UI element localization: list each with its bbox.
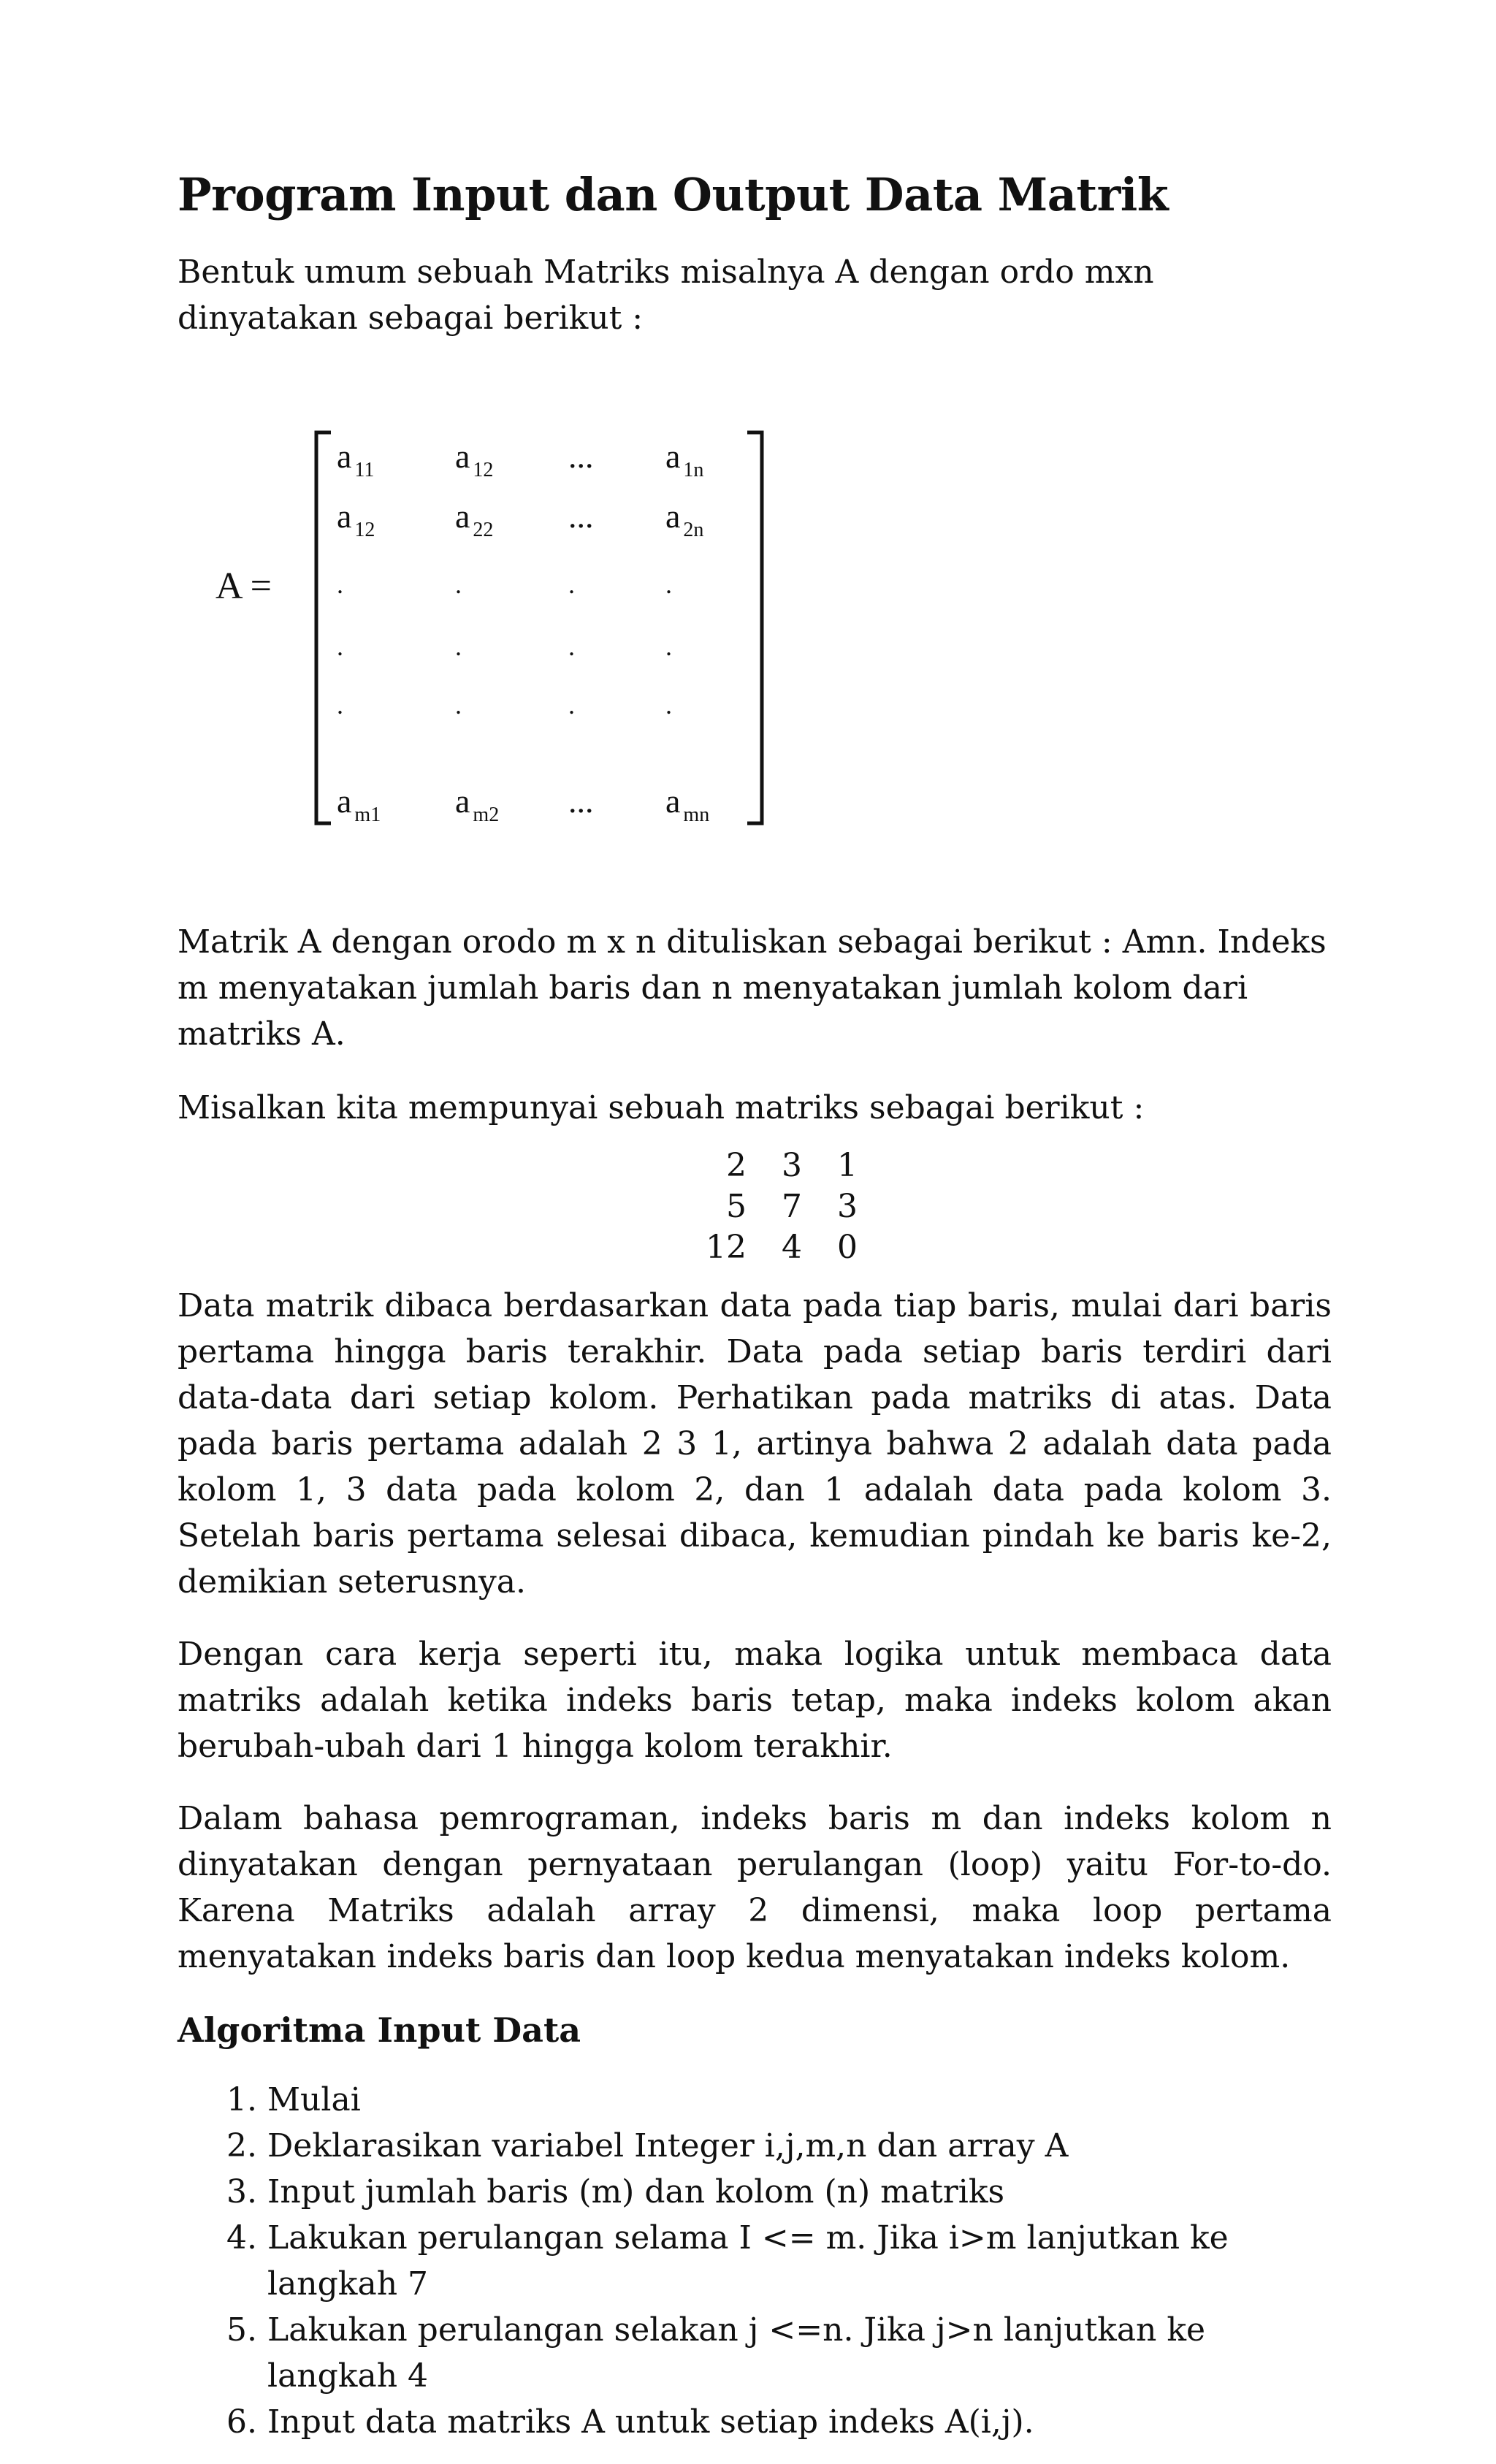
example-matrix-cell: 4 [782,1229,802,1266]
example-matrix-cell: 3 [837,1188,858,1225]
example-matrix-cell: 3 [782,1147,802,1184]
matrix-entry: a $_{m1}$ [337,782,381,826]
algorithm-step: 3. Input jumlah baris (m) dan kolom (n) matriks [267,2169,1332,2215]
matrix-entry: a $_{12}$ [455,438,494,481]
matrix-entry: . [455,632,462,661]
matrix-entry: a $_{22}$ [455,497,494,541]
algorithm-step: 6. Input data matriks A untuk setiap indeks A(i,j). [267,2399,1332,2445]
matrix-entry: a $_{1n}$ [665,438,704,481]
matrix-entry: . [665,690,672,720]
algorithm-step: 4. Lakukan perulangan selama I <= m. Jika i>m lanjutkan ke langkah 7 [267,2215,1332,2307]
example-matrix-row [229,1227,1332,1268]
matrix-entry: ... [568,782,594,820]
algorithm-steps-list [178,2077,1332,2445]
matrix-entry: . [455,690,462,720]
paragraph-read-order: Data matrik dibaca berdasarkan data pada tiap baris, mulai dari baris pertama hingga baris terakhir. Data pada setiap baris terdiri dari data-data dari setiap kolom. Perhatikan pada matriks di atas. Data pada baris pertama adalah 2 3 1, artinya bahwa 2 adalah data pada kolom 1, 3 data pada kolom 2, dan 1 adalah data pada kolom 3. Setelah baris pertama selesai dibaca, kemudian pindah ke baris ke-2, demikian seterusnya. [178,1287,1332,1601]
algorithm-step: 2. Deklarasikan variabel Integer i,j,m,n dan array A [267,2123,1332,2169]
matrix-entry: a $_{m2}$ [455,782,500,826]
matrix-right-bracket [747,432,762,823]
example-matrix-cell: 12 [706,1229,747,1266]
matrix-entry: . [568,570,575,599]
intro-paragraph: Bentuk umum sebuah Matriks misalnya A dengan ordo mxn dinyatakan sebagai berikut : [178,253,1154,337]
algorithm-step: 1. Mulai [267,2077,1332,2123]
paragraph-example: Misalkan kita mempunyai sebuah matriks sebagai berikut : [178,1089,1145,1126]
matrix-entry: a $_{2n}$ [665,497,704,541]
paragraph-amn: Matrik A dengan orodo m x n dituliskan sebagai berikut : Amn. Indeks m menyatakan jumlah baris dan n menyatakan jumlah kolom dari matriks A. [178,923,1327,1053]
matrix-entry: . [568,632,575,661]
example-matrix-row [229,1186,1332,1227]
matrix-entry: a $_{12}$ [337,497,375,541]
general-matrix-diagram [178,381,820,893]
matrix-entry: . [337,632,343,661]
algorithm-heading: Algoritma Input Data [178,2010,581,2050]
example-matrix-cell: 1 [837,1147,858,1184]
example-matrix-cell: 7 [782,1188,802,1225]
page-title: Program Input dan Output Data Matrik [178,168,1169,221]
example-matrix-cell: 2 [726,1147,747,1184]
matrix-entry: ... [568,497,594,535]
matrix-entry: ... [568,438,594,475]
matrix-entry: a $_{mn}$ [665,782,710,826]
example-matrix-cell: 0 [837,1229,858,1266]
matrix-entry: . [568,690,575,720]
example-matrix-row [229,1145,1332,1186]
matrix-lhs-label: A = [215,565,272,607]
algorithm-step: 5. Lakukan perulangan selakan j <=n. Jika j>n lanjutkan ke langkah 4 [267,2307,1332,2399]
example-matrix [229,1145,1332,1268]
document-content [178,168,1332,2445]
matrix-left-bracket [316,432,331,823]
matrix-entry: . [455,570,462,599]
matrix-figure [178,381,1332,893]
matrix-entry: . [665,632,672,661]
matrix-entry: . [337,570,343,599]
paragraph-loop: Dalam bahasa pemrograman, indeks baris m dan indeks kolom n dinyatakan dengan pernyataan perulangan (loop) yaitu For-to-do. Karena Matriks adalah array 2 dimensi, maka loop pertama menyatakan indeks baris dan loop kedua menyatakan indeks kolom. [178,1800,1332,1975]
matrix-entry: . [337,690,343,720]
paragraph-logic: Dengan cara kerja seperti itu, maka logika untuk membaca data matriks adalah ketika indeks baris tetap, maka indeks kolom akan berubah-ubah dari 1 hingga kolom terakhir. [178,1636,1332,1765]
matrix-entry: a $_{11}$ [337,438,375,481]
example-matrix-cell: 5 [726,1188,747,1225]
matrix-entry: . [665,570,672,599]
